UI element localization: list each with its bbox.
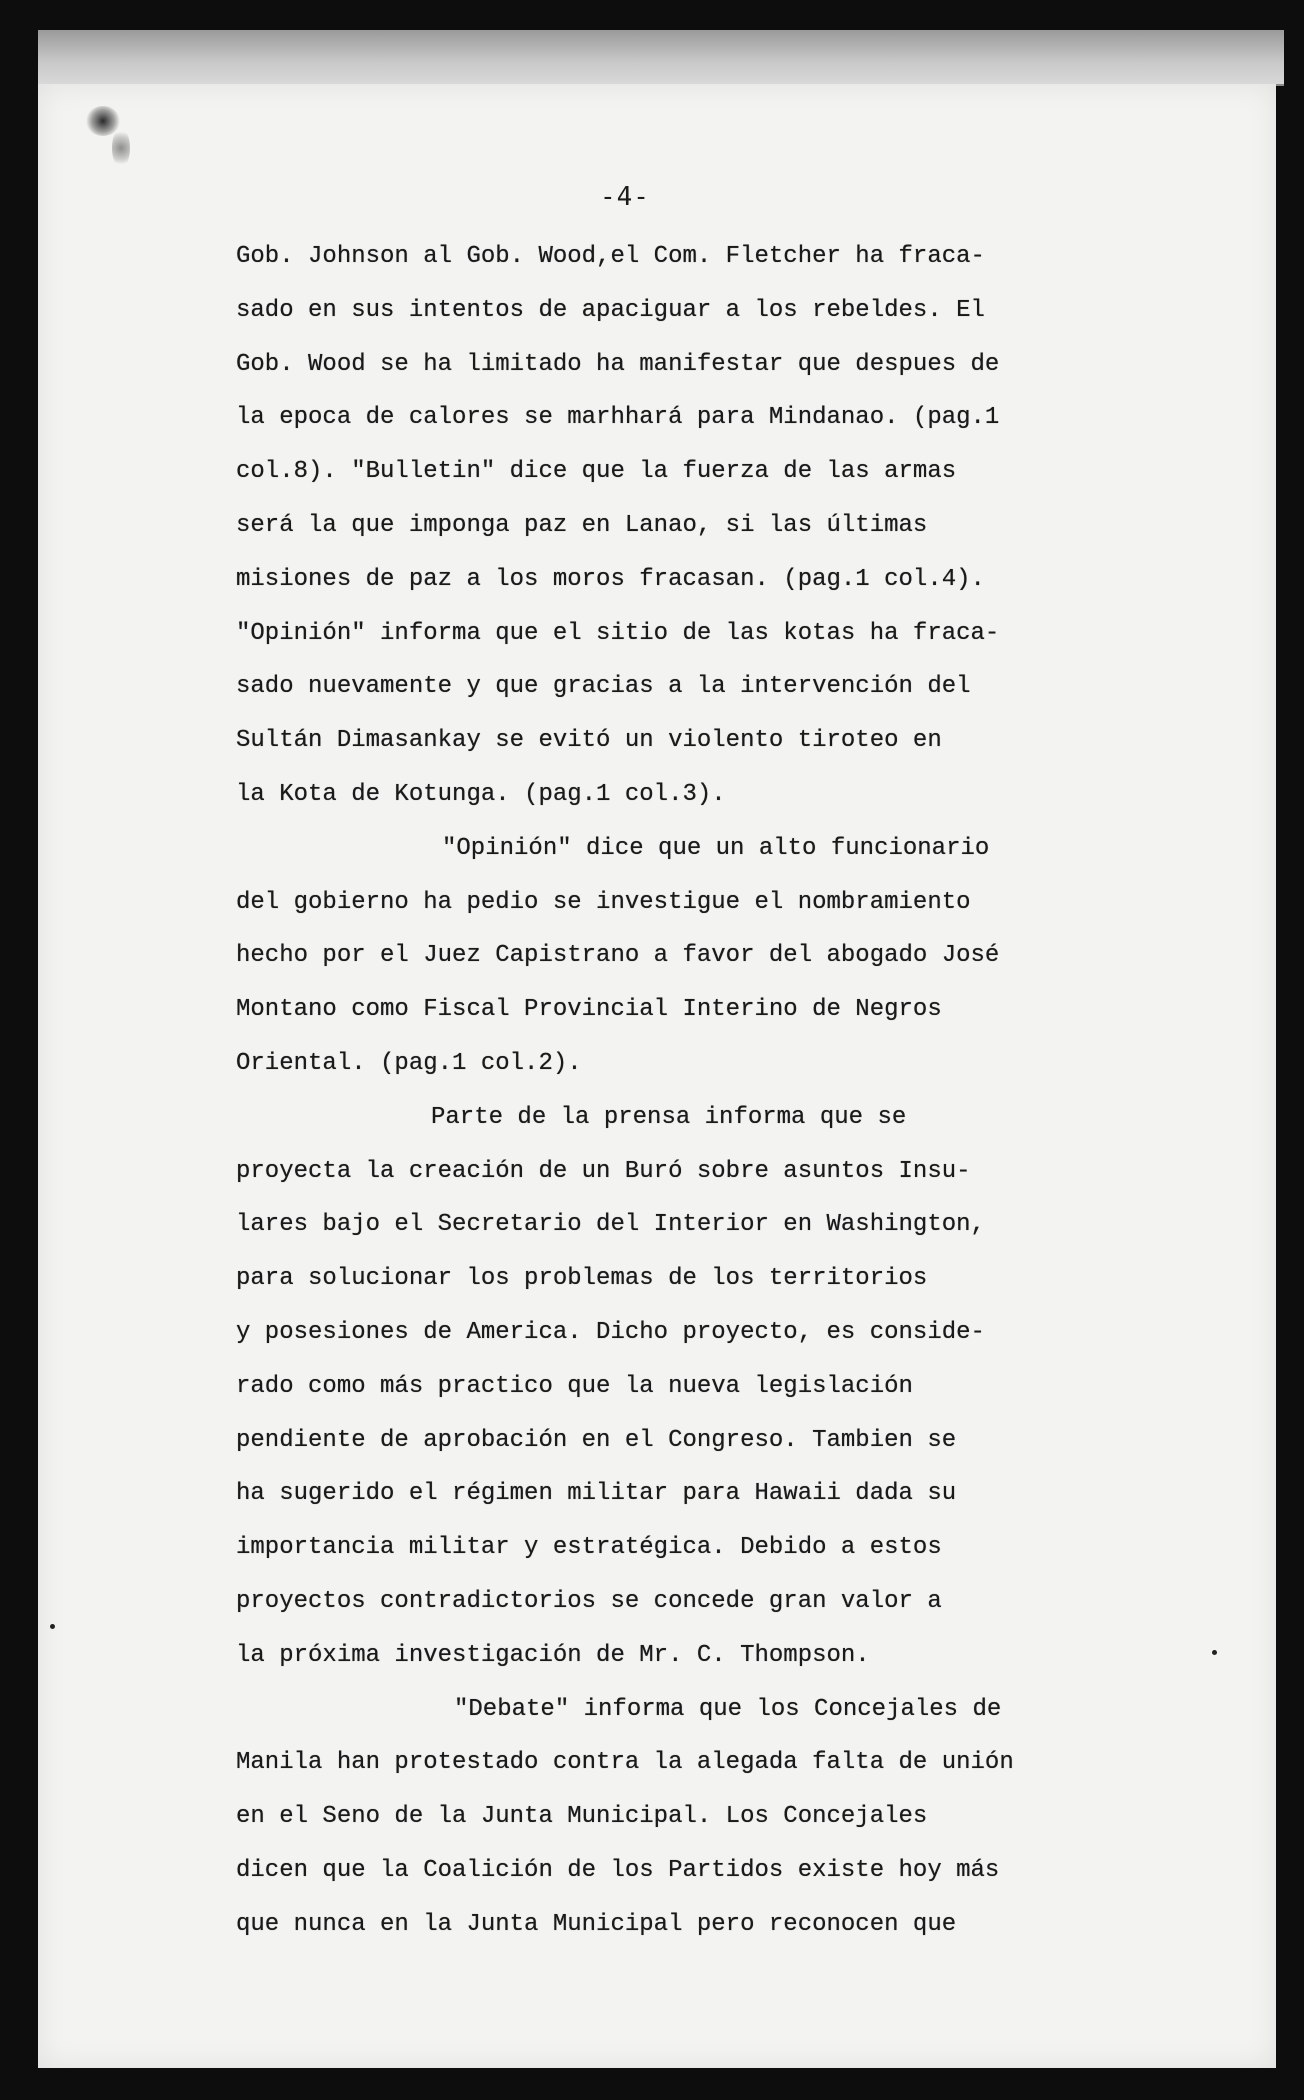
text-line: Montano como Fiscal Provincial Interino de Negros bbox=[236, 996, 942, 1024]
text-line: Gob. Johnson al Gob. Wood,el Com. Fletcher ha fraca- bbox=[236, 243, 985, 270]
text-line: la epoca de calores se marhhará para Mindanao. (pag.1 bbox=[236, 404, 1000, 432]
speck-mark bbox=[50, 1624, 55, 1629]
text-line: proyecta la creación de un Buró sobre asuntos Insu- bbox=[236, 1157, 971, 1185]
text-line: Manila han protestado contra la alegada falta de unión bbox=[236, 1749, 1014, 1777]
text-line: hecho por el Juez Capistrano a favor del abogado José bbox=[236, 942, 1000, 970]
text-line: proyectos contradictorios se concede gran valor a bbox=[236, 1587, 942, 1615]
text-line: que nunca en la Junta Municipal pero reconocen que bbox=[236, 1910, 957, 1938]
text-line: misiones de paz a los moros fracasan. (pag.1 col.4). bbox=[236, 565, 985, 593]
text-line: y posesiones de America. Dicho proyecto, es conside- bbox=[236, 1318, 985, 1346]
text-line: para solucionar los problemas de los territorios bbox=[236, 1265, 928, 1293]
text-line: col.8). "Bulletin" dice que la fuerza de las armas bbox=[236, 458, 957, 486]
body-text bbox=[236, 230, 1116, 1952]
text-line: "Debate" informa que los Concejales de bbox=[454, 1695, 1002, 1723]
speck-mark bbox=[1212, 1650, 1217, 1655]
text-line: Gob. Wood se ha limitado ha manifestar que despues de bbox=[236, 350, 1000, 378]
scan-top-edge bbox=[38, 30, 1284, 86]
text-line: Parte de la prensa informa que se bbox=[431, 1103, 907, 1131]
text-line: lares bajo el Secretario del Interior en Washington, bbox=[236, 1211, 985, 1239]
text-line: ha sugerido el régimen militar para Hawaii dada su bbox=[236, 1480, 957, 1508]
text-line: sado en sus intentos de apaciguar a los rebeldes. El bbox=[236, 296, 985, 324]
text-line: será la que imponga paz en Lanao, si las últimas bbox=[236, 511, 928, 539]
text-line: "Opinión" dice que un alto funcionario bbox=[442, 834, 990, 862]
text-line: pendiente de aprobación en el Congreso. Tambien se bbox=[236, 1426, 957, 1454]
text-line: en el Seno de la Junta Municipal. Los Concejales bbox=[236, 1803, 928, 1831]
page-number: -4- bbox=[600, 182, 650, 212]
text-line: rado como más practico que la nueva legislación bbox=[236, 1372, 913, 1400]
text-line: Oriental. (pag.1 col.2). bbox=[236, 1049, 582, 1077]
text-line: importancia militar y estratégica. Debido a estos bbox=[236, 1534, 942, 1562]
text-line: Sultán Dimasankay se evitó un violento tiroteo en bbox=[236, 727, 942, 755]
text-line: dicen que la Coalición de los Partidos existe hoy más bbox=[236, 1856, 1000, 1884]
text-line: del gobierno ha pedio se investigue el nombramiento bbox=[236, 888, 971, 916]
ink-smudge bbox=[112, 128, 130, 168]
text-line: "Opinión" informa que el sitio de las kotas ha fraca- bbox=[236, 619, 1000, 647]
text-line: la Kota de Kotunga. (pag.1 col.3). bbox=[236, 780, 726, 808]
text-line: sado nuevamente y que gracias a la intervención del bbox=[236, 673, 971, 701]
text-line: la próxima investigación de Mr. C. Thompson. bbox=[236, 1641, 870, 1669]
